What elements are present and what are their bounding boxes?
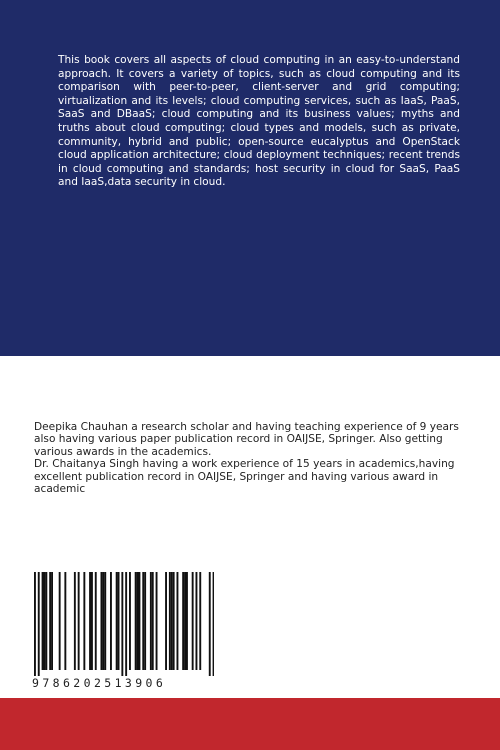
barcode-bar	[171, 572, 173, 670]
author-bio	[34, 421, 464, 495]
author-bio-1: Deepika Chauhan a research scholar and having teaching experience of 9 years also having various paper publication record in OAIJSE, Springer. Also getting various awards in the academics.	[34, 421, 459, 458]
barcode-bar	[186, 572, 188, 670]
barcode-bar	[192, 572, 194, 670]
barcode-bar	[199, 572, 201, 670]
barcode-bar	[110, 572, 112, 670]
barcode-bar	[156, 572, 158, 670]
barcode-bar	[78, 572, 80, 670]
barcode-bar	[101, 572, 103, 670]
barcode-bar	[59, 572, 61, 670]
barcode-icon	[30, 572, 214, 676]
blurb-panel	[0, 0, 500, 356]
barcode-bar	[173, 572, 175, 670]
barcode-bar	[169, 572, 171, 670]
barcode-bar	[135, 572, 137, 670]
barcode-bar	[144, 572, 146, 670]
barcode-bar	[152, 572, 154, 670]
barcode-bar	[49, 572, 51, 670]
barcode-bar	[104, 572, 106, 670]
barcode-bar	[184, 572, 186, 670]
barcode-bar	[182, 572, 184, 670]
barcode-bar	[118, 572, 120, 670]
barcode-bar	[116, 572, 118, 670]
barcode-bar	[125, 572, 127, 676]
barcode-bar	[64, 572, 66, 670]
barcode-bar	[213, 572, 214, 676]
barcode-bar	[34, 572, 36, 676]
bottom-color-band	[0, 698, 500, 750]
barcode-bar	[42, 572, 44, 670]
barcode-bar	[142, 572, 144, 670]
barcode-bar	[121, 572, 123, 676]
book-description: This book covers all aspects of cloud computing in an easy-to-understand approach. It covers a variety of topics, such as cloud computing and its comparison with peer-to-peer, client-server and grid computing; virtualization and its levels; cloud computing services, such as IaaS, PaaS, SaaS and DBaaS; cloud computing and its business values; myths and truths about cloud computing; cloud types and models, such as private, community, hybrid and public; open-source eucalyptus and OpenStack cloud application architecture; cloud deployment techniques; recent trends in cloud computing and standards; host security in cloud for SaaS, PaaS and IaaS,data security in cloud.	[58, 54, 460, 189]
barcode-bar	[102, 572, 104, 670]
isbn-number: 9786202513906	[32, 676, 167, 690]
barcode-bar	[150, 572, 152, 670]
barcode-bar	[74, 572, 76, 670]
barcode-bar	[95, 572, 97, 670]
barcode-bar	[209, 572, 211, 676]
barcode-bar	[51, 572, 53, 670]
barcode-bar	[38, 572, 40, 676]
barcode-bar	[139, 572, 141, 670]
author-bio-2: Dr. Chaitanya Singh having a work experience of 15 years in academics,having excellent publication record in OAIJSE, Springer and having various award in academic	[34, 458, 455, 496]
barcode-bar	[129, 572, 131, 670]
barcode-bar	[89, 572, 91, 670]
barcode-bar	[165, 572, 167, 670]
barcode-bar	[91, 572, 93, 670]
barcode-bar	[45, 572, 47, 670]
barcode-bar	[44, 572, 46, 670]
isbn-barcode	[30, 572, 214, 690]
barcode-bar	[83, 572, 85, 670]
barcode-bar	[196, 572, 198, 670]
barcode-bar	[177, 572, 179, 670]
barcode-bar	[137, 572, 139, 670]
